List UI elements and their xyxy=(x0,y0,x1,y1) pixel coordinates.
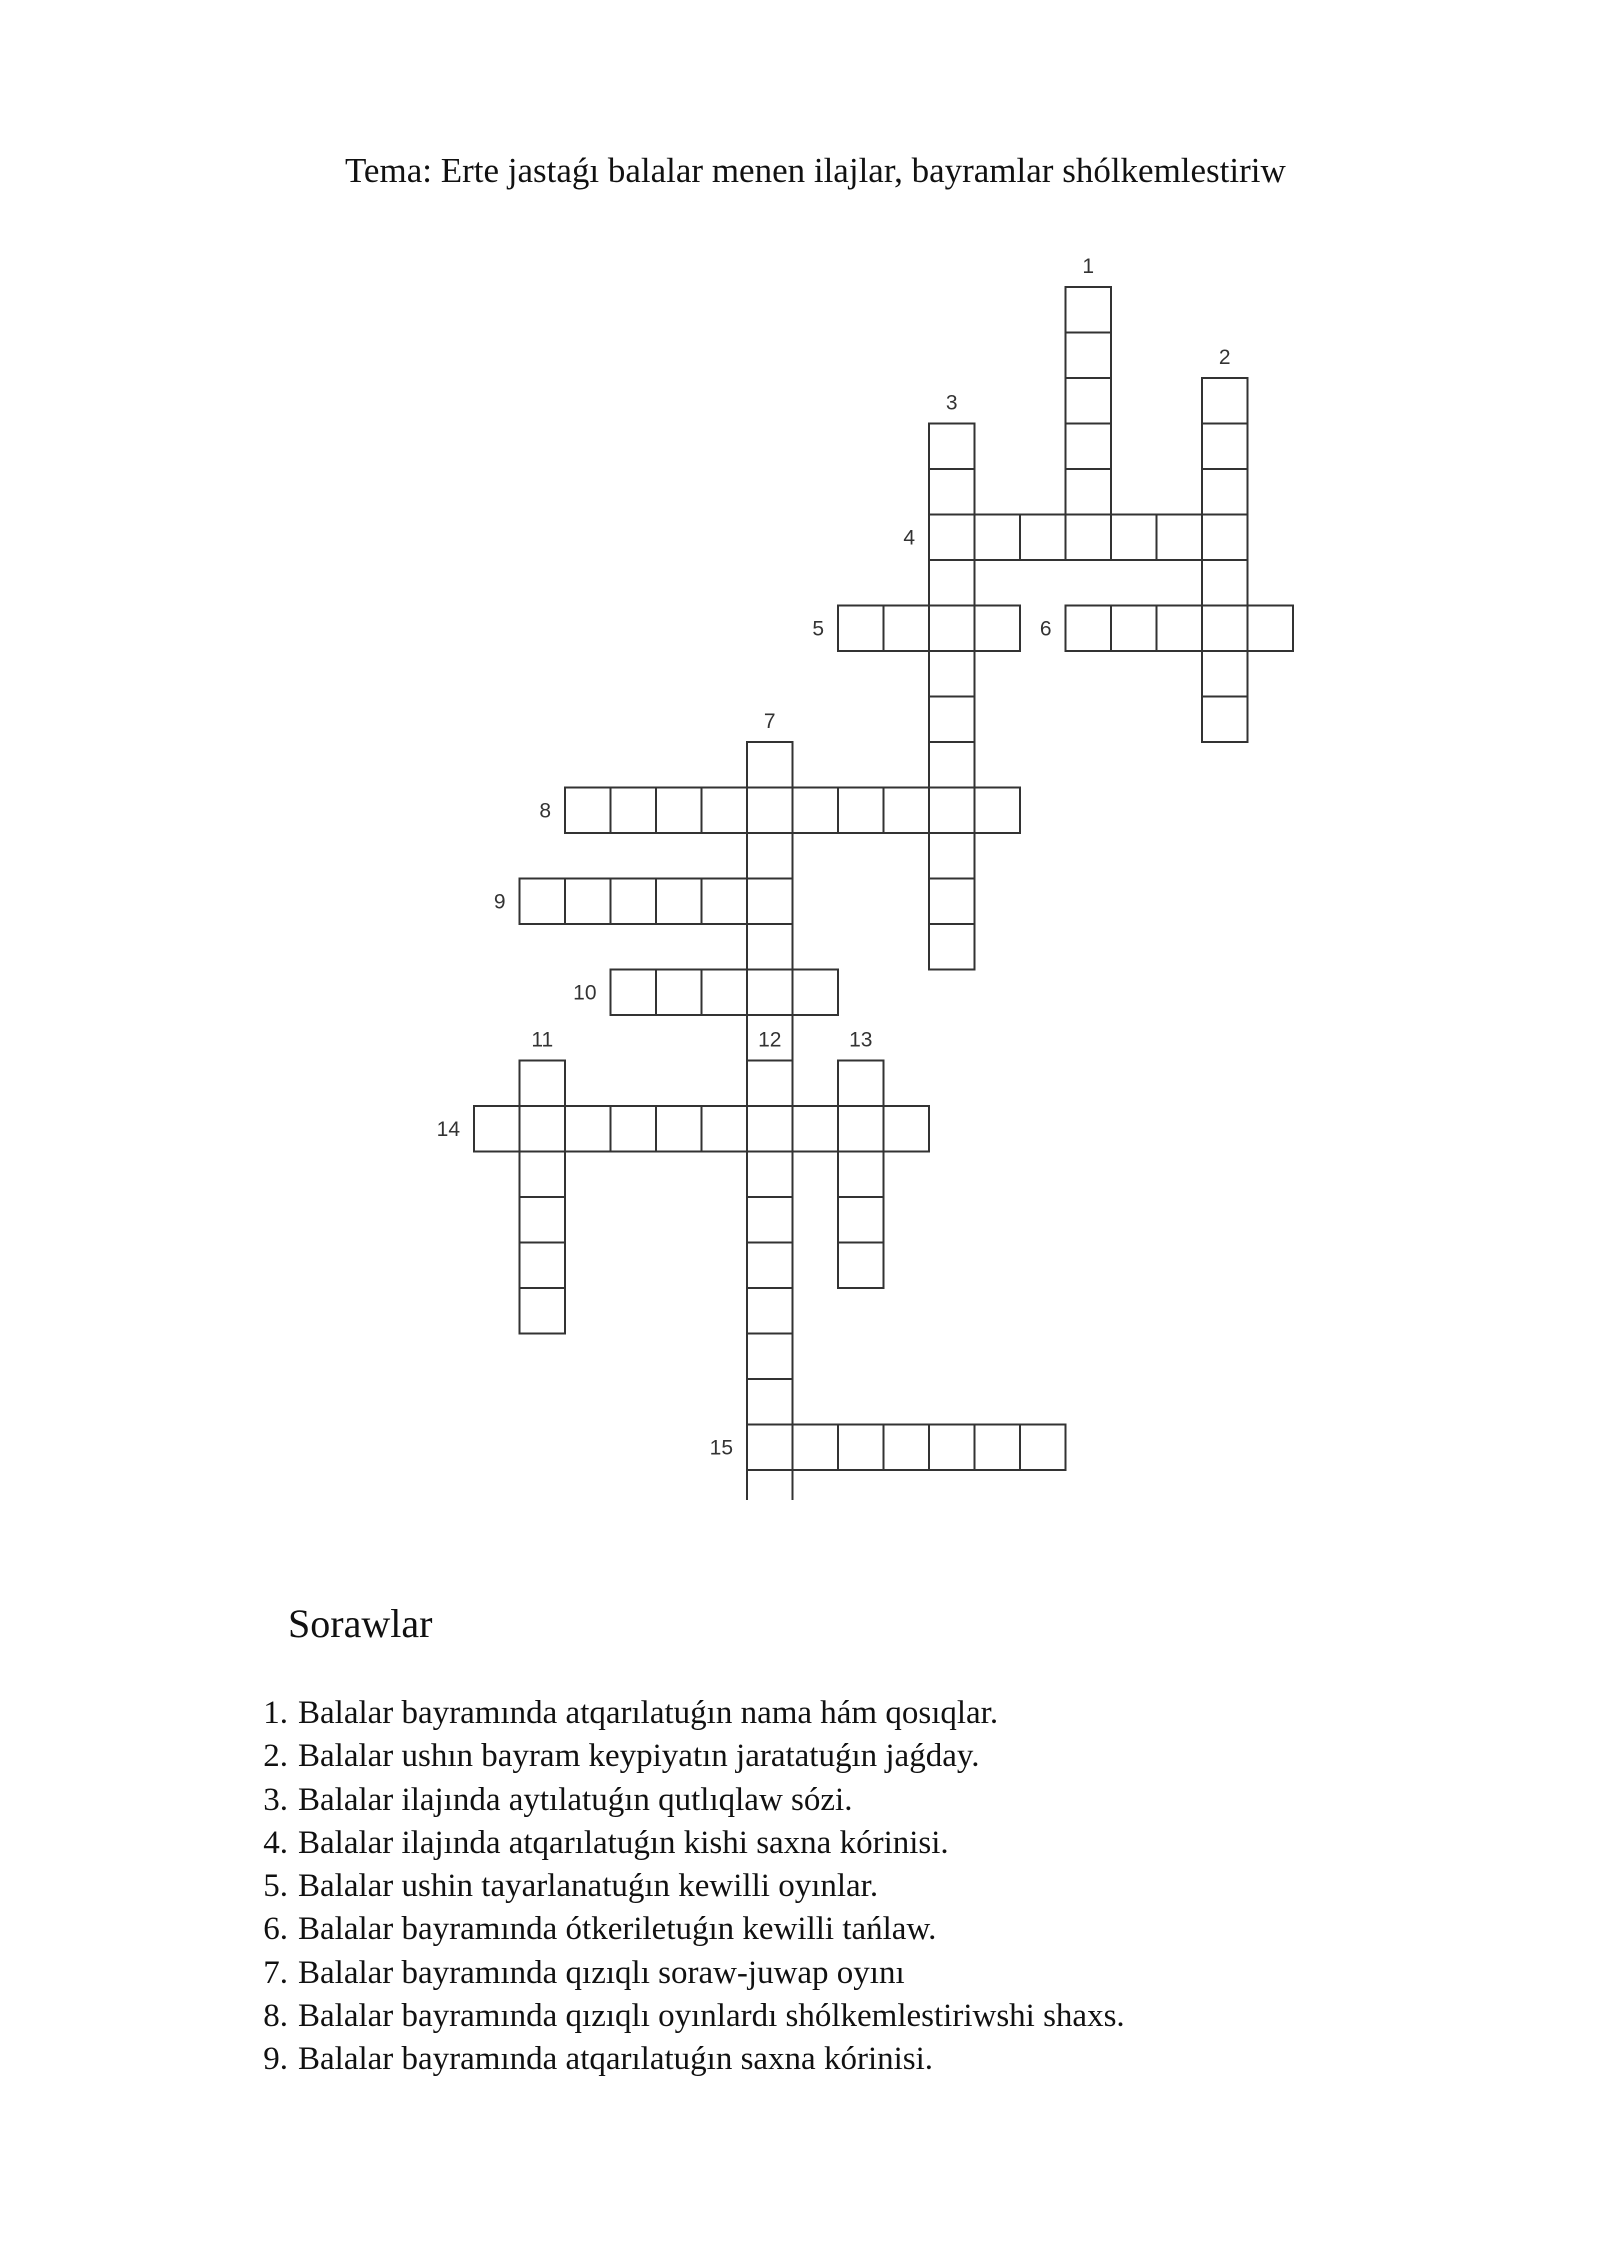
crossword-cell[interactable] xyxy=(975,1425,1021,1471)
question-item xyxy=(228,1865,1125,1908)
crossword-cell[interactable] xyxy=(838,1106,884,1152)
clue-number-14: 14 xyxy=(436,1117,460,1141)
clue-number-15: 15 xyxy=(709,1436,733,1460)
question-number: 3. xyxy=(263,1781,288,1818)
crossword-cell[interactable] xyxy=(1202,560,1248,606)
question-item xyxy=(228,1735,1125,1778)
crossword-cell[interactable] xyxy=(520,1243,566,1289)
question-text: Balalar bayramında ótkeriletuǵın kewilli tańlaw. xyxy=(298,1911,937,1948)
crossword-cell[interactable] xyxy=(611,970,657,1016)
crossword-cell[interactable] xyxy=(747,1425,793,1471)
clue-number-13: 13 xyxy=(849,1028,873,1052)
crossword-cell[interactable] xyxy=(1202,651,1248,697)
clue-number-10: 10 xyxy=(573,981,597,1005)
crossword-cell[interactable] xyxy=(520,1197,566,1243)
question-text: Balalar bayramında atqarılatuǵın saxna kórinisi. xyxy=(298,2041,934,2078)
crossword-cell[interactable] xyxy=(929,788,975,834)
question-item xyxy=(228,2038,1125,2081)
crossword-cell[interactable] xyxy=(611,879,657,925)
crossword-cell[interactable] xyxy=(929,469,975,515)
crossword-cell[interactable] xyxy=(884,788,930,834)
document-title: Tema: Erte jastaǵı balalar menen ilajlar, bayramlar shólkemlestiriw xyxy=(345,151,1286,190)
question-number: 9. xyxy=(263,2041,288,2078)
crossword-cell[interactable] xyxy=(747,1061,793,1107)
question-text: Balalar ilajında aytılatuǵın qutlıqlaw sózi. xyxy=(298,1781,853,1818)
crossword-cell[interactable] xyxy=(747,788,793,834)
crossword-cell[interactable] xyxy=(838,1197,884,1243)
questions-heading: Sorawlar xyxy=(288,1601,433,1646)
crossword-cell[interactable] xyxy=(1066,515,1112,561)
crossword-cell[interactable] xyxy=(884,606,930,652)
question-item xyxy=(228,1692,1125,1735)
crossword-cell[interactable] xyxy=(747,1379,793,1425)
question-number: 1. xyxy=(263,1695,288,1731)
crossword-cell[interactable] xyxy=(793,788,839,834)
crossword-cell[interactable] xyxy=(1066,424,1112,470)
crossword-cell[interactable] xyxy=(747,879,793,925)
question-text: Balalar bayramında qızıqlı soraw-juwap oyını xyxy=(298,1954,905,1991)
crossword-cell[interactable] xyxy=(1157,606,1203,652)
crossword-cell[interactable] xyxy=(793,1425,839,1471)
question-number: 5. xyxy=(263,1868,288,1905)
question-text: Balalar ushin tayarlanatuǵın kewilli oyınlar. xyxy=(298,1868,879,1905)
questions-list xyxy=(228,1692,1125,2082)
crossword-cell[interactable] xyxy=(929,424,975,470)
crossword-cell[interactable] xyxy=(929,515,975,561)
crossword-cell[interactable] xyxy=(702,788,748,834)
question-number: 6. xyxy=(263,1911,288,1948)
crossword-cell[interactable] xyxy=(793,970,839,1016)
crossword-cell[interactable] xyxy=(1202,424,1248,470)
crossword-cells xyxy=(474,287,1293,1500)
crossword-cell[interactable] xyxy=(929,560,975,606)
crossword-cell[interactable] xyxy=(929,697,975,743)
crossword-cell[interactable] xyxy=(747,970,793,1016)
crossword-cell[interactable] xyxy=(520,1061,566,1107)
question-number: 7. xyxy=(263,1954,288,1991)
crossword-cell[interactable] xyxy=(1202,515,1248,561)
crossword-cell[interactable] xyxy=(1066,287,1112,333)
question-number: 2. xyxy=(263,1738,288,1775)
crossword-cell[interactable] xyxy=(929,833,975,879)
crossword-cell[interactable] xyxy=(975,515,1021,561)
crossword-cell[interactable] xyxy=(1020,515,1066,561)
crossword-cell[interactable] xyxy=(1066,333,1112,379)
crossword-cell[interactable] xyxy=(520,1152,566,1198)
crossword-cell[interactable] xyxy=(656,879,702,925)
crossword-cell[interactable] xyxy=(747,1334,793,1380)
crossword-cell[interactable] xyxy=(975,606,1021,652)
question-text: Balalar bayramında atqarılatuǵın nama hám qosıqlar. xyxy=(298,1695,999,1731)
crossword-cell[interactable] xyxy=(838,1152,884,1198)
crossword-cell[interactable] xyxy=(702,879,748,925)
clue-number-6: 6 xyxy=(1039,617,1052,641)
question-text: Balalar ushın bayram keypiyatın jaratatuǵın jaǵday. xyxy=(298,1738,980,1775)
crossword-cell[interactable] xyxy=(1248,606,1294,652)
question-item xyxy=(228,1952,1125,1995)
crossword-cell[interactable] xyxy=(702,1106,748,1152)
clue-number-2: 2 xyxy=(1218,346,1231,369)
question-item xyxy=(228,1908,1125,1951)
clue-number-7: 7 xyxy=(763,710,776,733)
crossword-cell[interactable] xyxy=(1066,378,1112,424)
crossword-cell[interactable] xyxy=(747,833,793,879)
clue-number-4: 4 xyxy=(903,526,915,550)
crossword-cell[interactable] xyxy=(838,1061,884,1107)
crossword-cell[interactable] xyxy=(565,1106,611,1152)
crossword-cell[interactable] xyxy=(1066,606,1112,652)
crossword-cell[interactable] xyxy=(747,742,793,788)
clue-number-1: 1 xyxy=(1082,255,1095,278)
crossword-cell[interactable] xyxy=(656,970,702,1016)
crossword-cell[interactable] xyxy=(747,1197,793,1243)
crossword-cell[interactable] xyxy=(656,788,702,834)
crossword-cell[interactable] xyxy=(1202,378,1248,424)
crossword-cell[interactable] xyxy=(1111,515,1157,561)
question-text: Balalar bayramında qızıqlı oyınlardı shólkemlestiriwshi shaxs. xyxy=(298,1998,1125,2035)
crossword-cell[interactable] xyxy=(520,879,566,925)
crossword-cell[interactable] xyxy=(975,788,1021,834)
crossword-cell[interactable] xyxy=(1111,606,1157,652)
clue-number-12: 12 xyxy=(758,1028,782,1052)
crossword-cell[interactable] xyxy=(929,924,975,970)
crossword-cell[interactable] xyxy=(702,970,748,1016)
crossword-cell[interactable] xyxy=(793,1106,839,1152)
crossword-cell[interactable] xyxy=(929,651,975,697)
crossword-cell[interactable] xyxy=(1157,515,1203,561)
crossword-cell[interactable] xyxy=(656,1106,702,1152)
clue-number-8: 8 xyxy=(539,799,551,823)
crossword-cell[interactable] xyxy=(1066,469,1112,515)
question-item xyxy=(228,1822,1125,1865)
crossword-cell[interactable] xyxy=(474,1106,520,1152)
clue-number-3: 3 xyxy=(945,391,958,415)
question-number: 8. xyxy=(263,1998,288,2035)
question-text: Balalar ilajında atqarılatuǵın kishi saxna kórinisi. xyxy=(298,1824,949,1861)
crossword-cell[interactable] xyxy=(1202,606,1248,652)
crossword-cell[interactable] xyxy=(838,788,884,834)
crossword-cell[interactable] xyxy=(747,1470,793,1500)
crossword-cell[interactable] xyxy=(838,1243,884,1289)
crossword-cell[interactable] xyxy=(747,1106,793,1152)
crossword-cell[interactable] xyxy=(747,1152,793,1198)
crossword-cell[interactable] xyxy=(747,1243,793,1289)
crossword-cell[interactable] xyxy=(929,742,975,788)
crossword-cell[interactable] xyxy=(611,1106,657,1152)
clue-number-9: 9 xyxy=(493,890,506,914)
crossword-cell[interactable] xyxy=(611,788,657,834)
crossword-cell[interactable] xyxy=(565,788,611,834)
clue-number-11: 11 xyxy=(531,1028,554,1052)
crossword-cell[interactable] xyxy=(929,1425,975,1471)
crossword-cell[interactable] xyxy=(929,606,975,652)
crossword-cell[interactable] xyxy=(838,606,884,652)
crossword-cell[interactable] xyxy=(747,924,793,970)
crossword-cell[interactable] xyxy=(565,879,611,925)
question-number: 4. xyxy=(263,1824,288,1861)
question-item xyxy=(228,1779,1125,1822)
crossword-cell[interactable] xyxy=(1202,697,1248,743)
crossword-cell[interactable] xyxy=(747,1288,793,1334)
crossword-cell[interactable] xyxy=(520,1106,566,1152)
crossword-cell[interactable] xyxy=(520,1288,566,1334)
crossword-cell[interactable] xyxy=(884,1425,930,1471)
crossword-cell[interactable] xyxy=(884,1106,930,1152)
crossword-cell[interactable] xyxy=(929,879,975,925)
clue-number-5: 5 xyxy=(812,617,824,641)
question-item xyxy=(228,1995,1125,2038)
crossword-cell[interactable] xyxy=(1202,469,1248,515)
crossword-cell[interactable] xyxy=(1020,1425,1066,1471)
crossword-cell[interactable] xyxy=(838,1425,884,1471)
